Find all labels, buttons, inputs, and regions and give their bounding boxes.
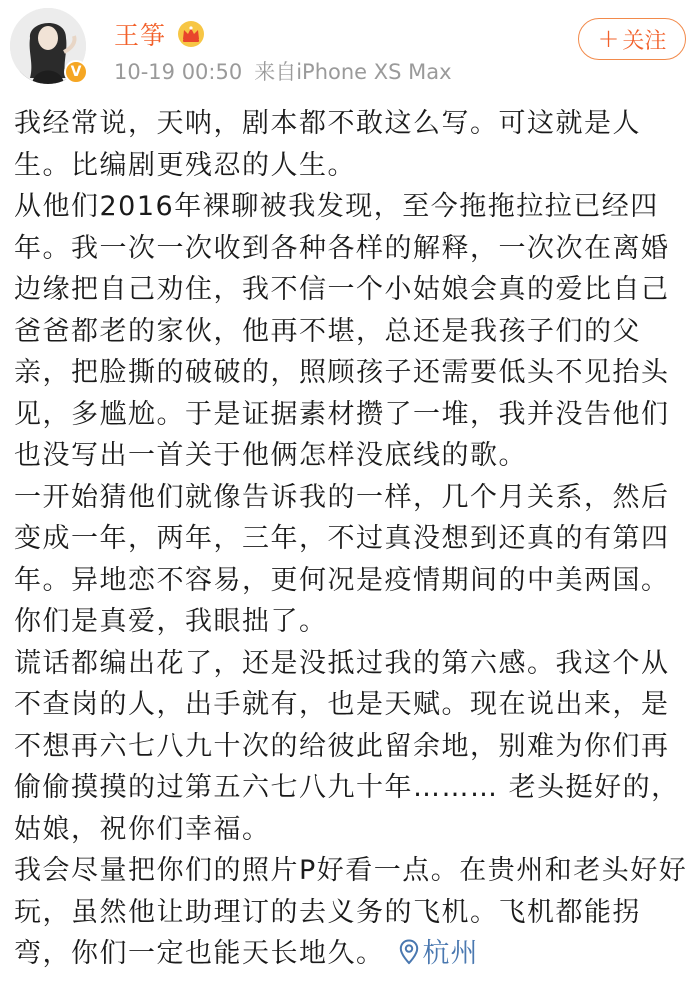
plus-icon: + — [597, 24, 620, 54]
follow-label: 关注 — [622, 28, 667, 54]
location-pin-icon — [399, 939, 419, 965]
post-paragraph: 我经常说，天呐，剧本都不敢这么写。可这就是人生。比编剧更残忍的人生。 — [14, 108, 641, 181]
post-meta — [114, 56, 452, 86]
follow-button[interactable] — [578, 18, 686, 60]
post-paragraph: 谎话都编出花了，还是没抵过我的第六感。我这个从不查岗的人，出手就有，也是天赋。现在说出来，是不想再六七八九十次的给彼此留余地，别难为你们再偷偷摸摸的过第五六七八九十年……… 老头挺好的，姑娘，祝你们幸福。 — [14, 647, 680, 845]
post-source: 来自iPhone XS Max — [254, 60, 452, 84]
post-paragraph: 一开始猜他们就像告诉我的一样，几个月关系，然后变成一年，两年，三年，不过真没想到还真的有第四年。异地恋不容易，更何况是疫情期间的中美两国。你们是真爱，我眼拙了。 — [14, 481, 670, 637]
post-paragraph: 从他们2016年裸聊被我发现，至今拖拖拉拉已经四年。我一次一次收到各种各样的解释，一次次在离婚边缘把自己劝住，我不信一个小姑娘会真的爱比自己爸爸都老的家伙，他再不堪，总还是我孩子们的父亲，把脸撕的破破的，照顾孩子还需要低头不见抬头见，多尴尬。于是证据素材攒了一堆，我并没告他们也没写出一首关于他俩怎样没底线的歌。 — [14, 191, 670, 471]
post-body — [14, 103, 690, 975]
verified-badge-icon: V — [64, 60, 88, 84]
post-header — [0, 0, 698, 100]
location-link[interactable] — [385, 938, 479, 969]
crown-icon — [176, 20, 206, 48]
post-paragraph-text: 我会尽量把你们的照片P好看一点。在贵州和老头好好玩，虽然他让助理订的去义务的飞机。飞机都能拐弯，你们一定也能天长地久。 — [14, 855, 688, 969]
post-time: 10-19 00:50 — [114, 60, 243, 84]
location-name: 杭州 — [422, 938, 479, 969]
post-paragraph-last — [14, 850, 690, 975]
user-name[interactable]: 王筝 — [114, 21, 167, 50]
name-row — [114, 16, 206, 52]
